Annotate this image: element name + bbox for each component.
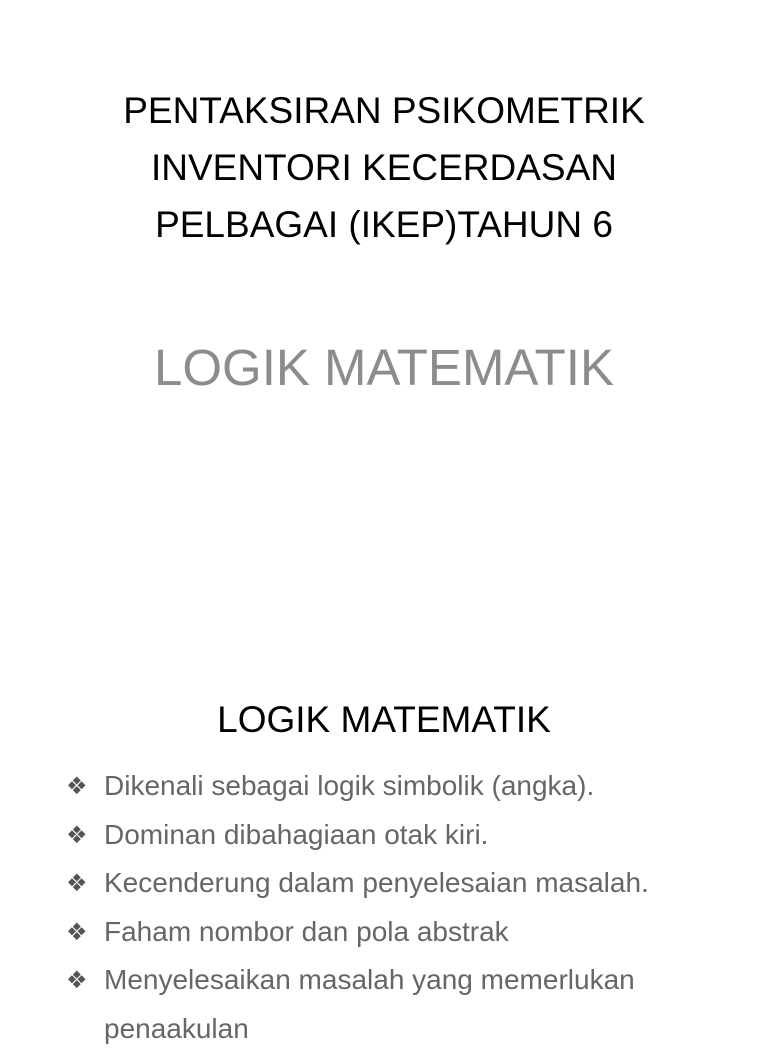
bullet-item [66, 914, 746, 963]
main-title-line-3: PELBAGAI (IKEP)TAHUN 6 [60, 196, 708, 253]
bullet-item [66, 962, 746, 1011]
bullet-text: Dikenali sebagai logik simbolik (angka). [104, 768, 594, 804]
slide-heading: LOGIK MATEMATIK [60, 696, 708, 744]
main-title-line-1: PENTAKSIRAN PSIKOMETRIK [60, 82, 708, 139]
diamond-bullet-icon: ❖ [66, 962, 104, 998]
content-slide [0, 576, 768, 1024]
main-title-line-2: INVENTORI KECERDASAN [60, 139, 708, 196]
bullet-item-continuation [66, 1011, 746, 1059]
bullet-list [66, 768, 746, 1059]
subtitle: LOGIK MATEMATIK [60, 336, 708, 400]
bullet-text: Faham nombor dan pola abstrak [104, 914, 509, 950]
diamond-bullet-icon: ❖ [66, 817, 104, 853]
bullet-text: penaakulan [104, 1011, 249, 1047]
main-title [60, 82, 708, 253]
bullet-item [66, 865, 746, 914]
diamond-bullet-icon: ❖ [66, 768, 104, 804]
bullet-text: Kecenderung dalam penyelesaian masalah. [104, 865, 649, 901]
bullet-item [66, 768, 746, 817]
bullet-text: Dominan dibahagiaan otak kiri. [104, 817, 488, 853]
diamond-bullet-icon: ❖ [66, 914, 104, 950]
bullet-item [66, 817, 746, 866]
bullet-text: Menyelesaikan masalah yang memerlukan [104, 962, 635, 998]
diamond-bullet-icon: ❖ [66, 865, 104, 901]
